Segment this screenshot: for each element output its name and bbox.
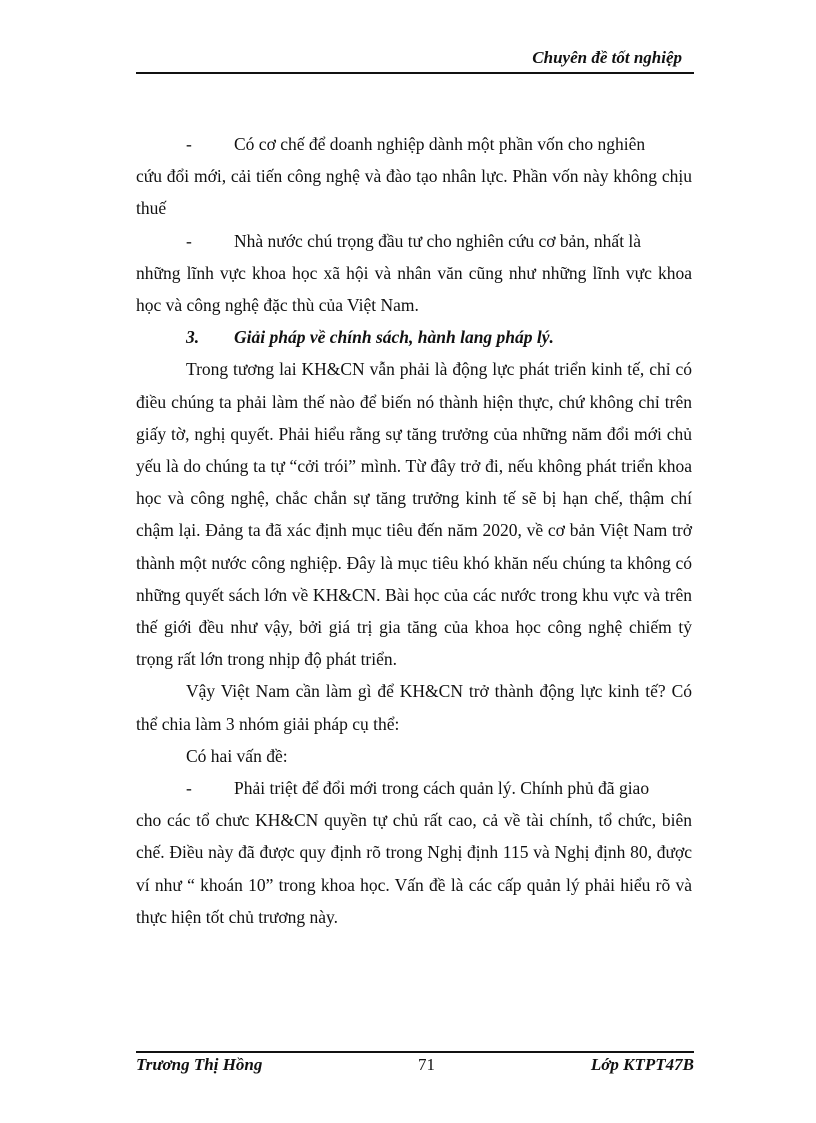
section-heading (136, 321, 692, 353)
page-body (136, 128, 692, 933)
page-number: 71 (418, 1055, 435, 1074)
paragraph: Có hai vấn đề: (186, 745, 288, 766)
bullet-item (136, 772, 692, 933)
section-title: Giải pháp về chính sách, hành lang pháp lý. (234, 327, 554, 348)
header-title: Chuyên đề tốt nghiệp (532, 48, 682, 67)
page-footer (136, 1051, 694, 1083)
bullet-first-line: Phải triệt để đổi mới trong cách quản lý. Chính phủ đã giao (234, 778, 650, 799)
bullet-continuation: cho các tổ chưc KH&CN quyền tự chủ rất cao, cả về tài chính, tổ chức, biên chế. Điều này đã được quy định rõ trong Nghị định 115 và Nghị định 80, được ví như “ khoán 10” trong khoa học. Vấn đề là các cấp quản lý phải hiểu rõ và thực hiện tốt chủ trương này. (136, 810, 692, 927)
section-number: 3. (186, 327, 200, 348)
bullet-first-line: Có cơ chế để doanh nghiệp dành một phần vốn cho nghiên (234, 134, 646, 154)
paragraph: Trong tương lai KH&CN vẫn phải là động lực phát triển kinh tế, chỉ có điều chúng ta phải làm thế nào để biến nó thành hiện thực, chứ không chỉ trên giấy tờ, nghị quyết. Phải hiểu rằng sự tăng trưởng của những năm đổi mới chủ yếu là do chúng ta tự “cởi trói” mình. Từ đây trở đi, nếu không phát triển khoa học và công nghệ, chắc chắn sự tăng trưởng kinh tế sẽ bị hạn chế, thậm chí chậm lại. Đảng ta đã xác định mục tiêu đến năm 2020, về cơ bản Việt Nam trở thành một nước công nghiệp. Đây là mục tiêu khó khăn nếu chúng ta không có những quyết sách lớn về KH&CN. Bài học của các nước trong khu vực và trên thế giới đều như vậy, bởi giá trị gia tăng của khoa học công nghệ chiếm tỷ trọng rất lớn trong nhịp độ phát triển. (136, 359, 692, 670)
bullet-first-line: Nhà nước chú trọng đầu tư cho nghiên cứu cơ bản, nhất là (234, 230, 642, 251)
page-header (136, 48, 694, 74)
bullet-continuation: những lĩnh vực khoa học xã hội và nhân văn cũng như những lĩnh vực khoa học và công nghệ đặc thù của Việt Nam. (136, 262, 692, 316)
bullet-dash: - (186, 230, 192, 251)
bullet-item (136, 225, 692, 322)
bullet-item (136, 128, 692, 225)
bullet-continuation: cứu đổi mới, cải tiến công nghệ và đào tạo nhân lực. Phần vốn này không chịu thuế (136, 166, 692, 219)
paragraph: Vậy Việt Nam cần làm gì để KH&CN trở thành động lực kinh tế? Có thể chia làm 3 nhóm giải pháp cụ thể: (136, 681, 692, 734)
footer-author: Trương Thị Hồng (136, 1055, 263, 1074)
bullet-dash: - (186, 778, 192, 799)
footer-class: Lớp KTPT47B (590, 1055, 694, 1074)
bullet-dash: - (186, 134, 192, 154)
